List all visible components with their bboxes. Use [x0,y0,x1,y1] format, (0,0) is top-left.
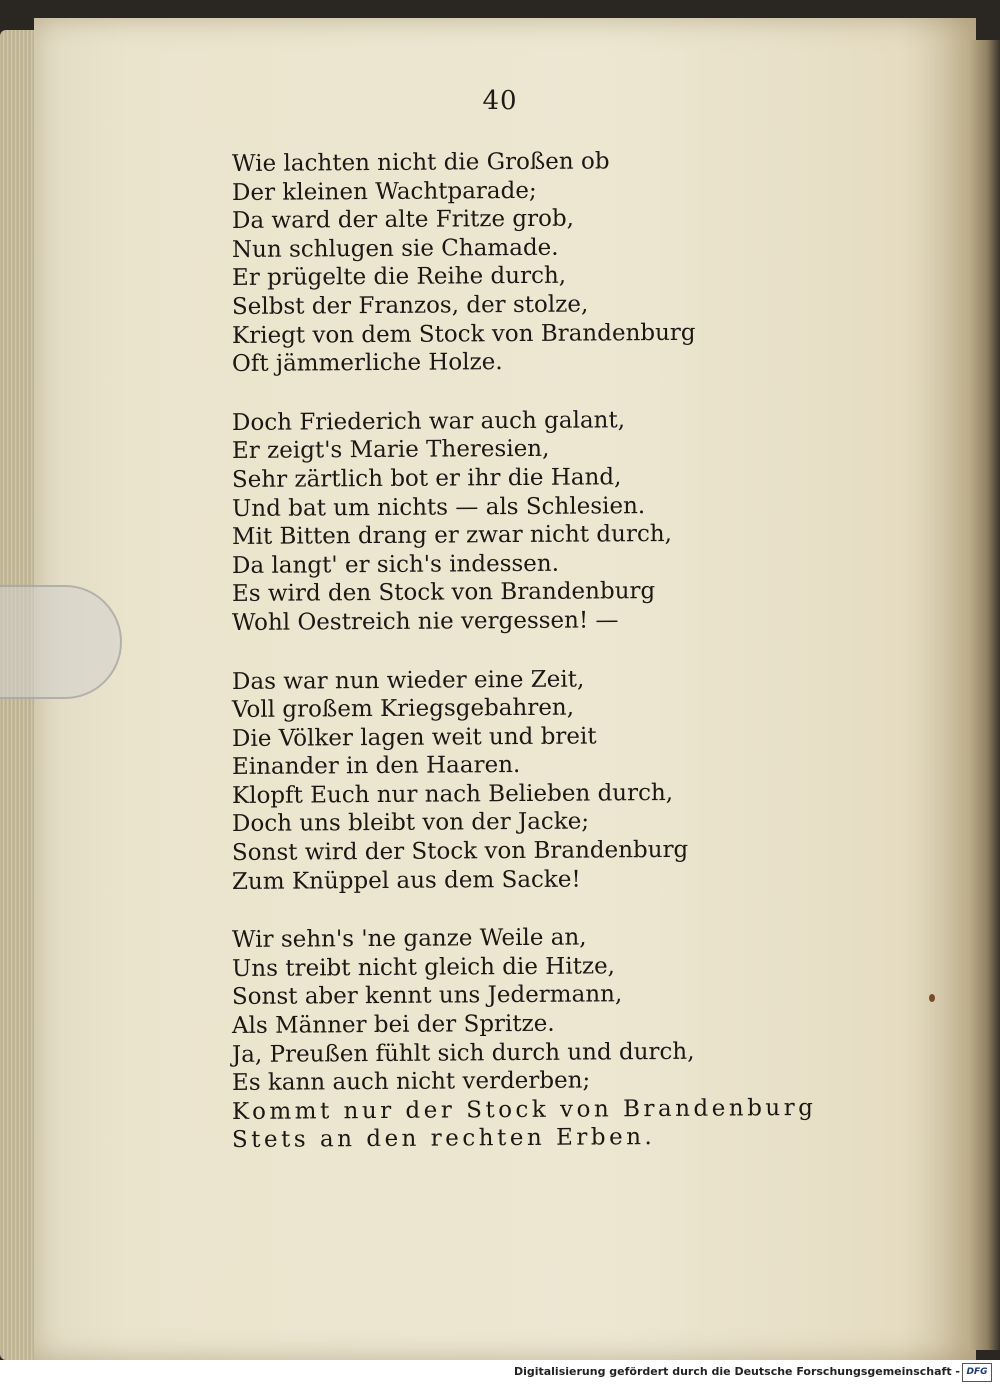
poem-line: Kommt nur der Stock von Brandenburg [231,1094,817,1125]
poem-line: Er prügelte die Reihe durch, [231,263,567,292]
poem-line: Sehr zärtlich bot er ihr die Hand, [231,464,622,493]
poem-line: Er zeigt's Marie Theresien, [231,436,550,465]
poem-line: Nun schlugen sie Chamade. [231,234,559,263]
poem-line: Und bat um nichts — als Schlesien. [231,492,646,522]
poem-line: Ja, Preußen fühlt sich durch und durch, [231,1038,695,1068]
stanza [232,668,832,897]
book-spine-edge [968,40,1000,1350]
poem-line: Wohl Oestreich nie vergessen! — [231,607,619,636]
poem-line: Es wird den Stock von Brandenburg [231,578,656,608]
poem-line: Uns treibt nicht gleich die Hitze, [231,953,616,982]
poem-line: Es kann auch nicht verderben; [231,1067,591,1097]
poem-line: Klopft Euch nur nach Belieben durch, [231,779,674,809]
poem-line: Wir sehn's 'ne ganze Weile an, [231,924,587,954]
poem-line: Der kleinen Wachtparade; [231,177,537,206]
poem-line: Kriegt von dem Stock von Brandenburg [231,319,696,349]
poem-line: Voll großem Kriegsgebahren, [231,694,575,724]
poem-line: Als Männer bei der Spritze. [231,1010,555,1040]
stanza [232,409,832,638]
poem-line: Doch uns bleibt von der Jacke; [231,808,590,838]
poem-line: Mit Bitten drang er zwar nicht durch, [231,521,672,551]
poem [232,150,832,1185]
poem-line: Stets an den rechten Erben. [231,1124,656,1154]
poem-line: Wie lachten nicht die Großen ob [231,148,610,177]
poem-line: Einander in den Haaren. [231,752,521,781]
footer-credit: Digitalisierung gefördert durch die Deutsche Forschungsgemeinschaft - [513,1365,960,1378]
stanza [232,150,832,379]
page-number: 40 [482,86,518,116]
poem-line: Da langt' er sich's indessen. [231,550,560,579]
poem-line: Das war nun wieder eine Zeit, [231,666,585,695]
poem-line: Da ward der alte Fritze grob, [231,205,575,235]
dfg-logo: DFG [962,1363,992,1382]
poem-line: Oft jämmerliche Holze. [231,349,503,378]
poem-line: Sonst aber kennt uns Jedermann, [231,981,623,1011]
poem-line: Sonst wird der Stock von Brandenburg [231,836,689,867]
poem-line: Die Völker lagen weit und breit [231,723,597,752]
poem-line: Selbst der Franzos, der stolze, [231,291,589,320]
paper-speck [929,994,935,1002]
book-clip [0,585,122,699]
poem-line: Zum Knüppel aus dem Sacke! [231,866,581,895]
digitization-footer [0,1360,1000,1385]
stanza [232,926,832,1155]
poem-line: Doch Friederich war auch galant, [231,407,626,436]
